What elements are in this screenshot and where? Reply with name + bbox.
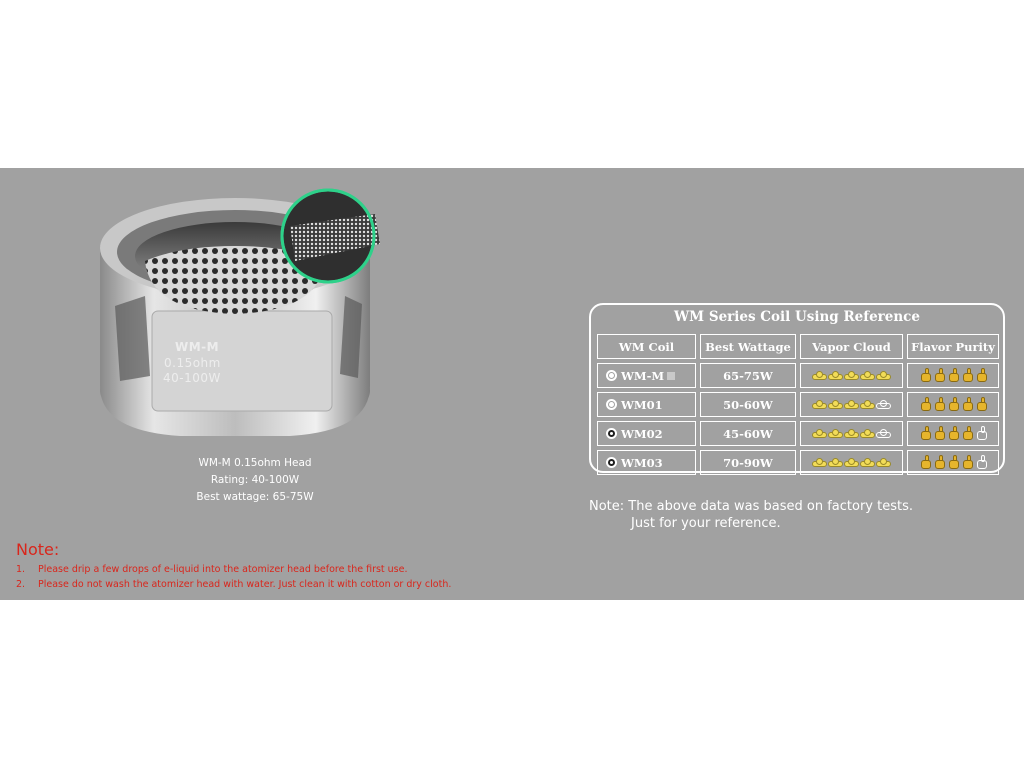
coil-head-image	[90, 186, 390, 446]
cloud-outline-icon	[876, 429, 891, 438]
vapor-cell	[800, 421, 903, 446]
product-info-banner	[0, 168, 1024, 600]
flavor-cell	[907, 421, 999, 446]
thumbs-up-icon	[919, 397, 932, 412]
header-vapor: Vapor Cloud	[800, 334, 903, 359]
coil-engraving-rating: 40-100W	[163, 371, 221, 385]
cloud-icon	[844, 400, 859, 409]
vapor-cell	[800, 363, 903, 388]
cloud-icon	[860, 400, 875, 409]
wattage-cell: 70-90W	[700, 450, 796, 475]
note-item-2-text: Please do not wash the atomizer head with water. Just clean it with cotton or dry cloth.	[38, 579, 452, 590]
coil-name: WM03	[621, 455, 663, 470]
thumbs-up-icon	[919, 368, 932, 383]
reference-title: WM Series Coil Using Reference	[674, 309, 920, 325]
vapor-cell	[800, 450, 903, 475]
coil-cell	[597, 421, 696, 446]
thumbs-up-icon	[933, 368, 946, 383]
thumbs-up-icon	[975, 397, 988, 412]
coil-engraving-model: WM-M	[175, 340, 220, 354]
thumbs-up-icon	[933, 455, 946, 470]
flavor-rating	[919, 426, 988, 441]
thumbs-up-icon	[919, 455, 932, 470]
flavor-rating	[919, 455, 988, 470]
header-flavor: Flavor Purity	[907, 334, 999, 359]
vapor-cell	[800, 392, 903, 417]
square-icon	[667, 372, 675, 380]
coil-cell	[597, 363, 696, 388]
radio-icon	[606, 457, 617, 468]
reference-note-line-2: Just for your reference.	[631, 516, 781, 531]
thumbs-up-icon	[947, 455, 960, 470]
thumbs-up-icon	[919, 426, 932, 441]
thumbs-up-outline-icon	[975, 426, 988, 441]
caption-best-wattage: Best wattage: 65-75W	[196, 491, 314, 503]
cloud-icon	[828, 371, 843, 380]
thumbs-up-icon	[933, 397, 946, 412]
vapor-rating	[812, 458, 891, 467]
coil-cell	[597, 392, 696, 417]
note-item-2	[16, 579, 451, 590]
flavor-rating	[919, 368, 988, 383]
note-item-1	[16, 564, 408, 575]
header-wattage: Best Wattage	[700, 334, 796, 359]
radio-icon	[606, 370, 617, 381]
cloud-icon	[876, 371, 891, 380]
cloud-icon	[812, 458, 827, 467]
vapor-rating	[812, 371, 891, 380]
thumbs-up-icon	[961, 426, 974, 441]
note-item-1-number: 1.	[16, 564, 26, 575]
cloud-outline-icon	[876, 400, 891, 409]
reference-note-line-1: Note: The above data was based on factory tests.	[589, 499, 913, 514]
radio-icon	[606, 399, 617, 410]
table-row	[597, 392, 999, 417]
radio-icon	[606, 428, 617, 439]
thumbs-up-icon	[933, 426, 946, 441]
wattage-cell: 50-60W	[700, 392, 796, 417]
cloud-icon	[860, 429, 875, 438]
table-row	[597, 450, 999, 475]
cloud-icon	[844, 458, 859, 467]
cloud-icon	[876, 458, 891, 467]
coil-cell	[597, 450, 696, 475]
cloud-icon	[828, 400, 843, 409]
coil-name: WM-M	[621, 368, 665, 383]
reference-note	[589, 498, 913, 532]
wattage-cell: 45-60W	[700, 421, 796, 446]
thumbs-up-icon	[947, 397, 960, 412]
flavor-cell	[907, 450, 999, 475]
thumbs-up-icon	[947, 426, 960, 441]
flavor-cell	[907, 363, 999, 388]
thumbs-up-icon	[947, 368, 960, 383]
cloud-icon	[860, 371, 875, 380]
table-header-row	[597, 334, 999, 359]
cloud-icon	[828, 458, 843, 467]
header-coil: WM Coil	[597, 334, 696, 359]
vapor-rating	[812, 400, 891, 409]
cloud-icon	[812, 371, 827, 380]
flavor-rating	[919, 397, 988, 412]
caption-rating: Rating: 40-100W	[210, 474, 300, 486]
cloud-icon	[860, 458, 875, 467]
table-row	[597, 363, 999, 388]
cloud-icon	[844, 371, 859, 380]
cloud-icon	[828, 429, 843, 438]
table-row	[597, 421, 999, 446]
coil-reference-table	[589, 303, 1005, 473]
flavor-cell	[907, 392, 999, 417]
caption-head: WM-M 0.15ohm Head	[198, 457, 312, 469]
thumbs-up-icon	[975, 368, 988, 383]
vapor-rating	[812, 429, 891, 438]
thumbs-up-icon	[961, 368, 974, 383]
thumbs-up-icon	[961, 455, 974, 470]
coil-caption	[160, 455, 350, 506]
cloud-icon	[812, 400, 827, 409]
coil-engraving-resistance: 0.15ohm	[164, 356, 221, 370]
note-title: Note:	[16, 540, 60, 559]
cloud-icon	[844, 429, 859, 438]
note-item-2-number: 2.	[16, 579, 26, 590]
thumbs-up-icon	[961, 397, 974, 412]
wattage-cell: 65-75W	[700, 363, 796, 388]
cloud-icon	[812, 429, 827, 438]
coil-head-illustration	[90, 186, 390, 446]
note-item-1-text: Please drip a few drops of e-liquid into the atomizer head before the first use.	[38, 564, 408, 575]
thumbs-up-outline-icon	[975, 455, 988, 470]
coil-name: WM01	[621, 397, 663, 412]
coil-name: WM02	[621, 426, 663, 441]
